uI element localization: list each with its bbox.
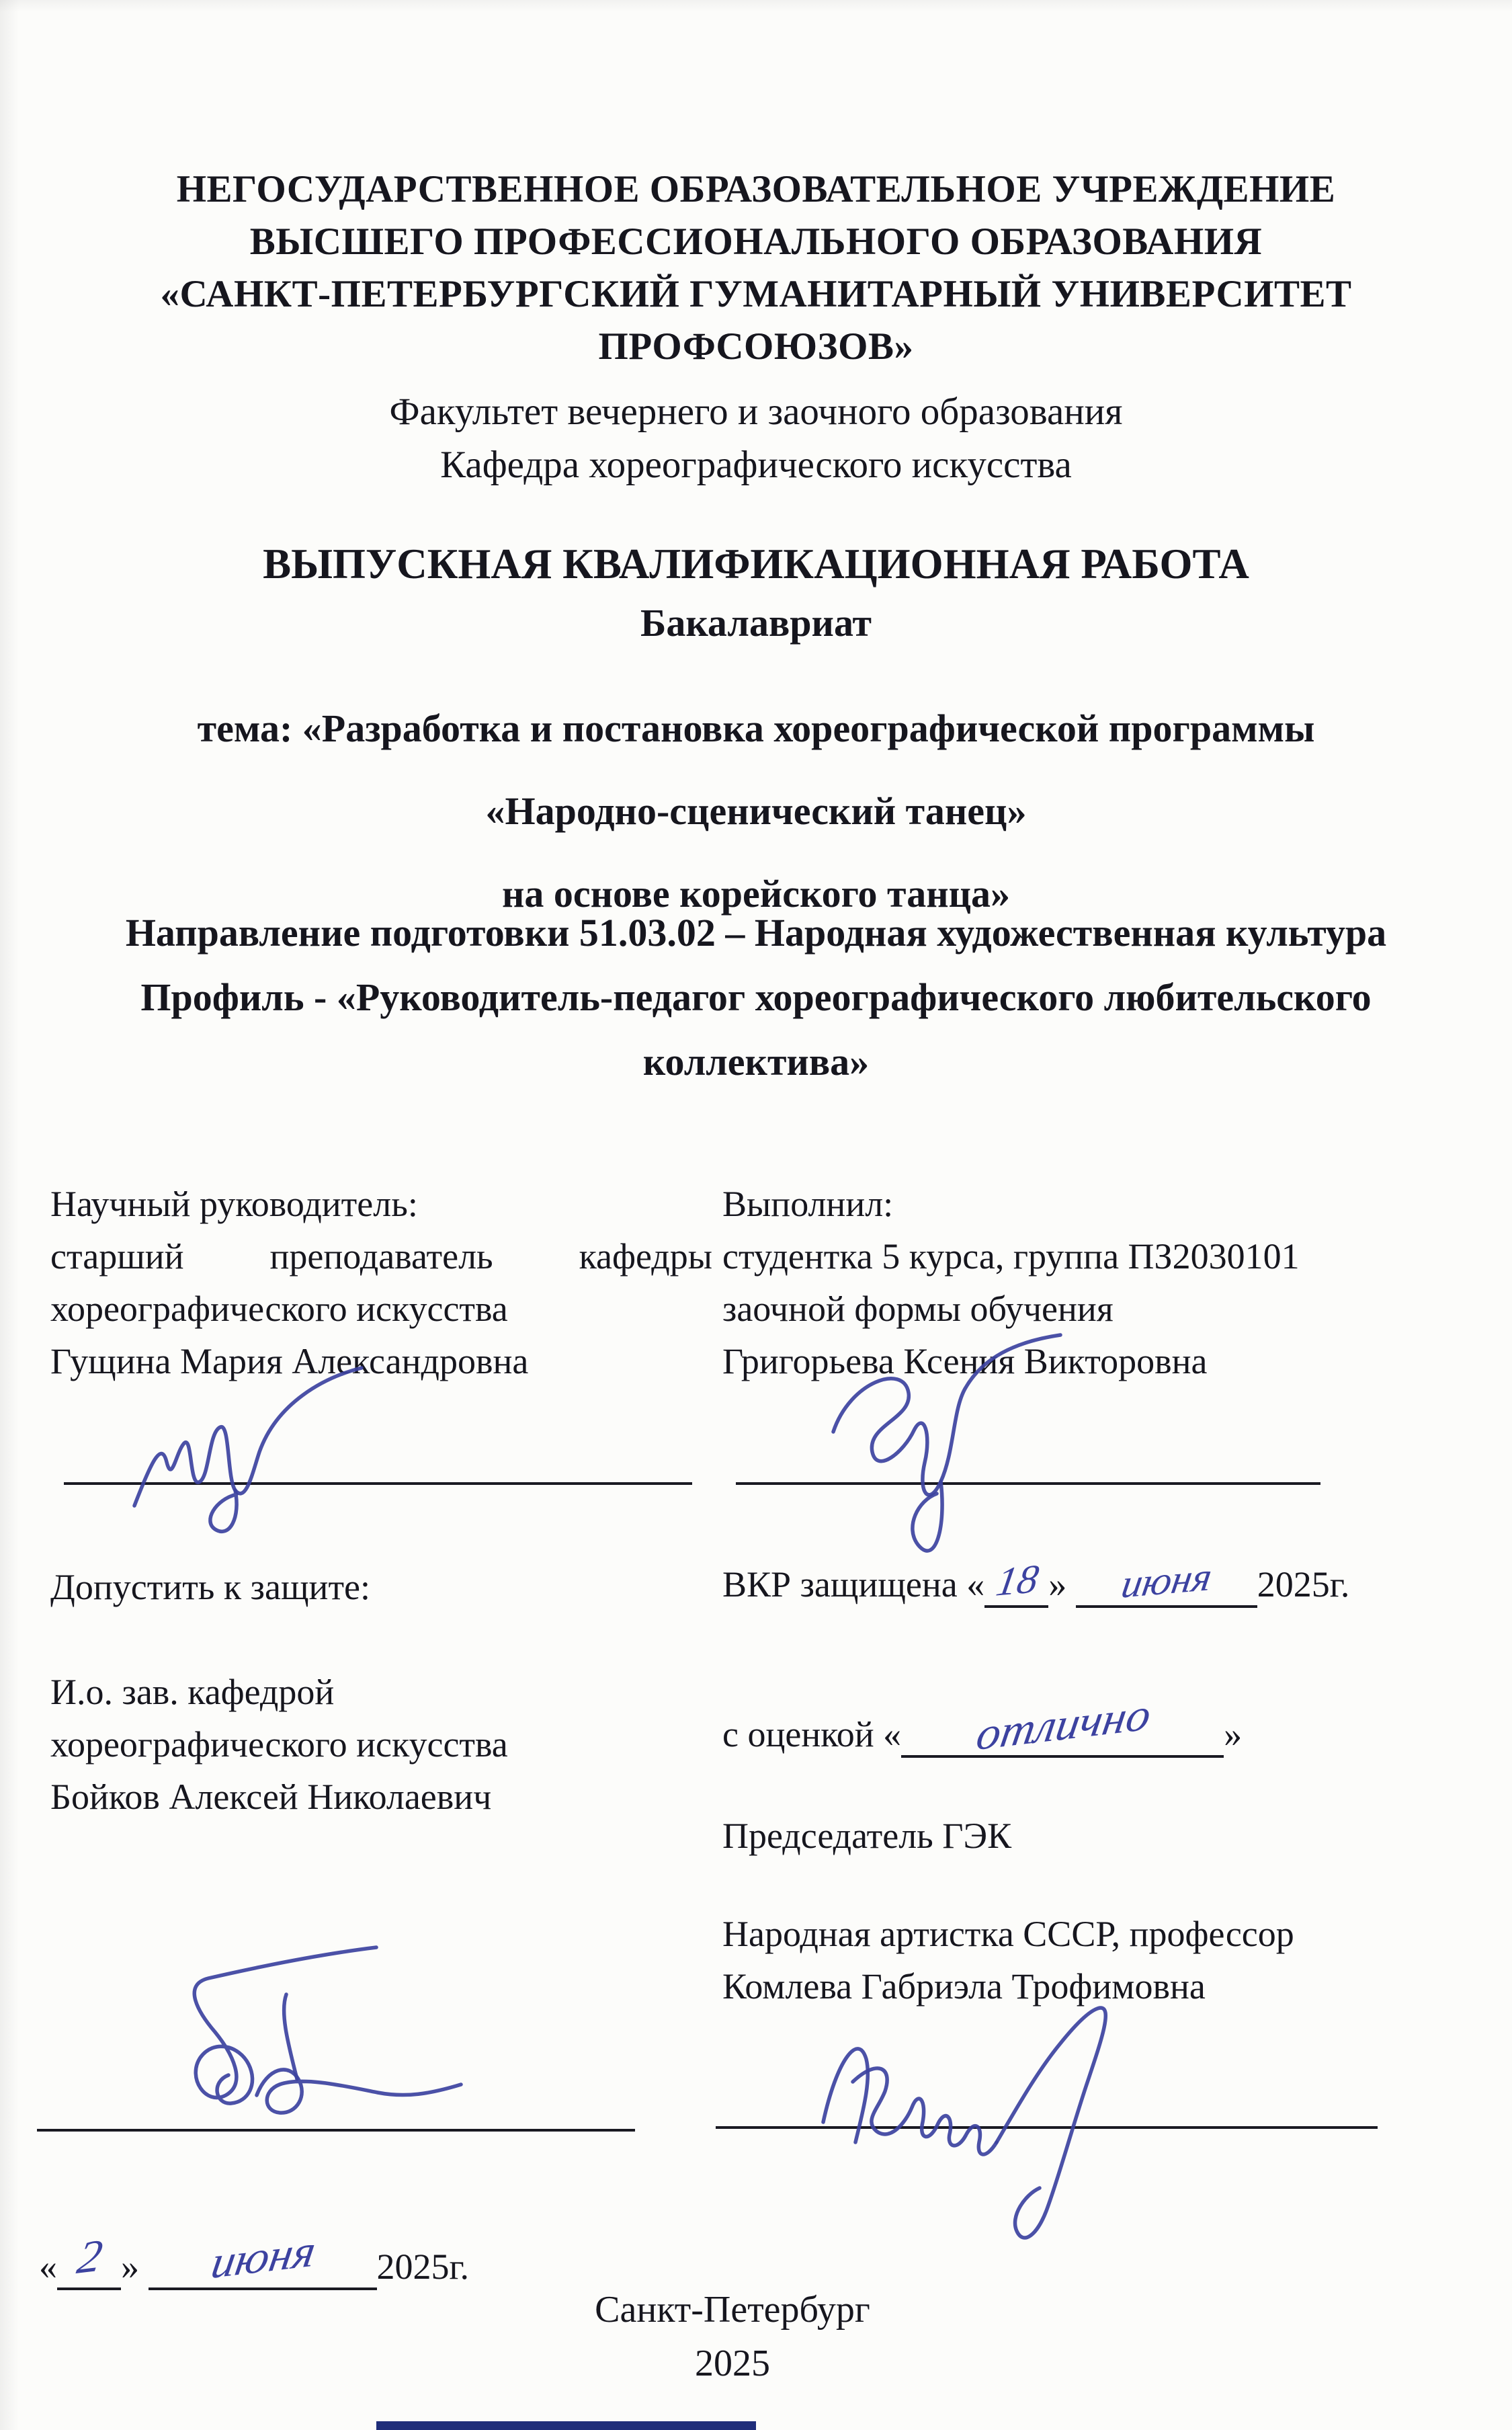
department-line: Кафедра хореографического искусства (440, 444, 1072, 486)
date-day-handwritten: 2 (74, 2229, 107, 2283)
author-line: студентка 5 курса, группа ПЗ2030101 (722, 1236, 1300, 1277)
advisor-label: Научный руководитель: (50, 1184, 418, 1224)
author-block (722, 1178, 1462, 1387)
advisor-name: Гущина Мария Александровна (50, 1341, 529, 1381)
author-line: заочной формы обучения (722, 1289, 1114, 1329)
university-header-line: НЕГОСУДАРСТВЕННОЕ ОБРАЗОВАТЕЛЬНОЕ УЧРЕЖДЕНИЕ (176, 168, 1336, 210)
work-title-block (0, 534, 1512, 653)
advisor-signature (114, 1361, 437, 1543)
defense-date-prefix: ВКР защищена « (722, 1564, 985, 1605)
publication-year: 2025 (695, 2343, 770, 2384)
date-open-quote: « (39, 2246, 57, 2287)
advisor-signature-rule (64, 1482, 692, 1485)
grade-prefix: с оценкой « (722, 1714, 902, 1754)
committee-chair-label: Председатель ГЭК (722, 1816, 1012, 1856)
defense-month-handwritten: июня (1118, 1554, 1216, 1607)
defense-date-close-quote: » (1048, 1564, 1067, 1605)
chair-title-line: Народная артистка СССР, профессор (722, 1914, 1294, 1954)
chair-signature-rule (716, 2126, 1378, 2129)
date-month-handwritten: июня (207, 2224, 320, 2288)
author-signature-rule (736, 1482, 1320, 1485)
chair-signature (783, 1980, 1253, 2262)
grade-line (722, 1688, 1243, 1760)
topic-line: на основе корейского танца» (501, 872, 1011, 916)
defense-month-blank (1076, 1554, 1257, 1608)
head-name: Бойков Алексей Николаевич (50, 1777, 492, 1817)
degree-level: Бакалавриат (640, 601, 872, 645)
advisor-block (50, 1178, 712, 1387)
head-signature (87, 1933, 517, 2154)
topic-block (0, 687, 1512, 935)
defense-day-blank (984, 1556, 1048, 1608)
topic-line: тема: «Разработка и постановка хореографической программы (197, 706, 1315, 750)
university-header (0, 163, 1512, 373)
university-header-line: ВЫСШЕГО ПРОФЕССИОНАЛЬНОГО ОБРАЗОВАНИЯ (249, 220, 1263, 263)
committee-chair-block (722, 1908, 1462, 2013)
profile-line: Профиль - «Руководитель-педагог хореографического любительского (140, 975, 1372, 1019)
department-head-block (50, 1666, 712, 1823)
program-line: Направление подготовки 51.03.02 – Народная художественная культура (125, 911, 1387, 955)
author-label: Выполнил: (722, 1184, 894, 1224)
faculty-line: Факультет вечернего и заочного образования (389, 391, 1123, 433)
university-header-line: «САНКТ-ПЕТЕРБУРГСКИЙ ГУМАНИТАРНЫЙ УНИВЕРСИТЕТ (160, 273, 1352, 315)
work-title: ВЫПУСКНАЯ КВАЛИФИКАЦИОННАЯ РАБОТА (263, 540, 1249, 588)
date-year: 2025г. (376, 2246, 470, 2287)
profile-line: коллектива» (642, 1040, 870, 1084)
defense-date-line (722, 1554, 1350, 1608)
grade-handwritten: отлично (972, 1688, 1154, 1760)
university-header-line: ПРОФСОЮЗОВ» (598, 325, 914, 368)
advisor-position-line: старший преподаватель кафедры (50, 1236, 712, 1277)
defense-day-handwritten: 18 (993, 1556, 1042, 1605)
author-name: Григорьева Ксения Викторовна (722, 1341, 1208, 1381)
date-close-quote: » (121, 2246, 139, 2287)
defense-year: 2025г. (1257, 1564, 1350, 1605)
grade-close-quote: » (1224, 1714, 1243, 1754)
advisor-position-line: хореографического искусства (50, 1289, 508, 1329)
program-block (0, 901, 1512, 1094)
admission-label: Допустить к защите: (50, 1567, 371, 1607)
city: Санкт-Петербург (595, 2289, 870, 2331)
head-signature-rule (37, 2129, 635, 2132)
topic-line: «Народно-сценический танец» (485, 789, 1027, 833)
chair-name: Комлева Габриэла Трофимовна (722, 1966, 1206, 2007)
faculty-block (0, 385, 1512, 491)
scan-artifact-strip (376, 2421, 756, 2430)
head-position-line: И.о. зав. кафедрой (50, 1672, 335, 1712)
grade-blank (901, 1688, 1224, 1760)
head-position-line: хореографического искусства (50, 1724, 508, 1765)
city-year-block (0, 2283, 1465, 2390)
